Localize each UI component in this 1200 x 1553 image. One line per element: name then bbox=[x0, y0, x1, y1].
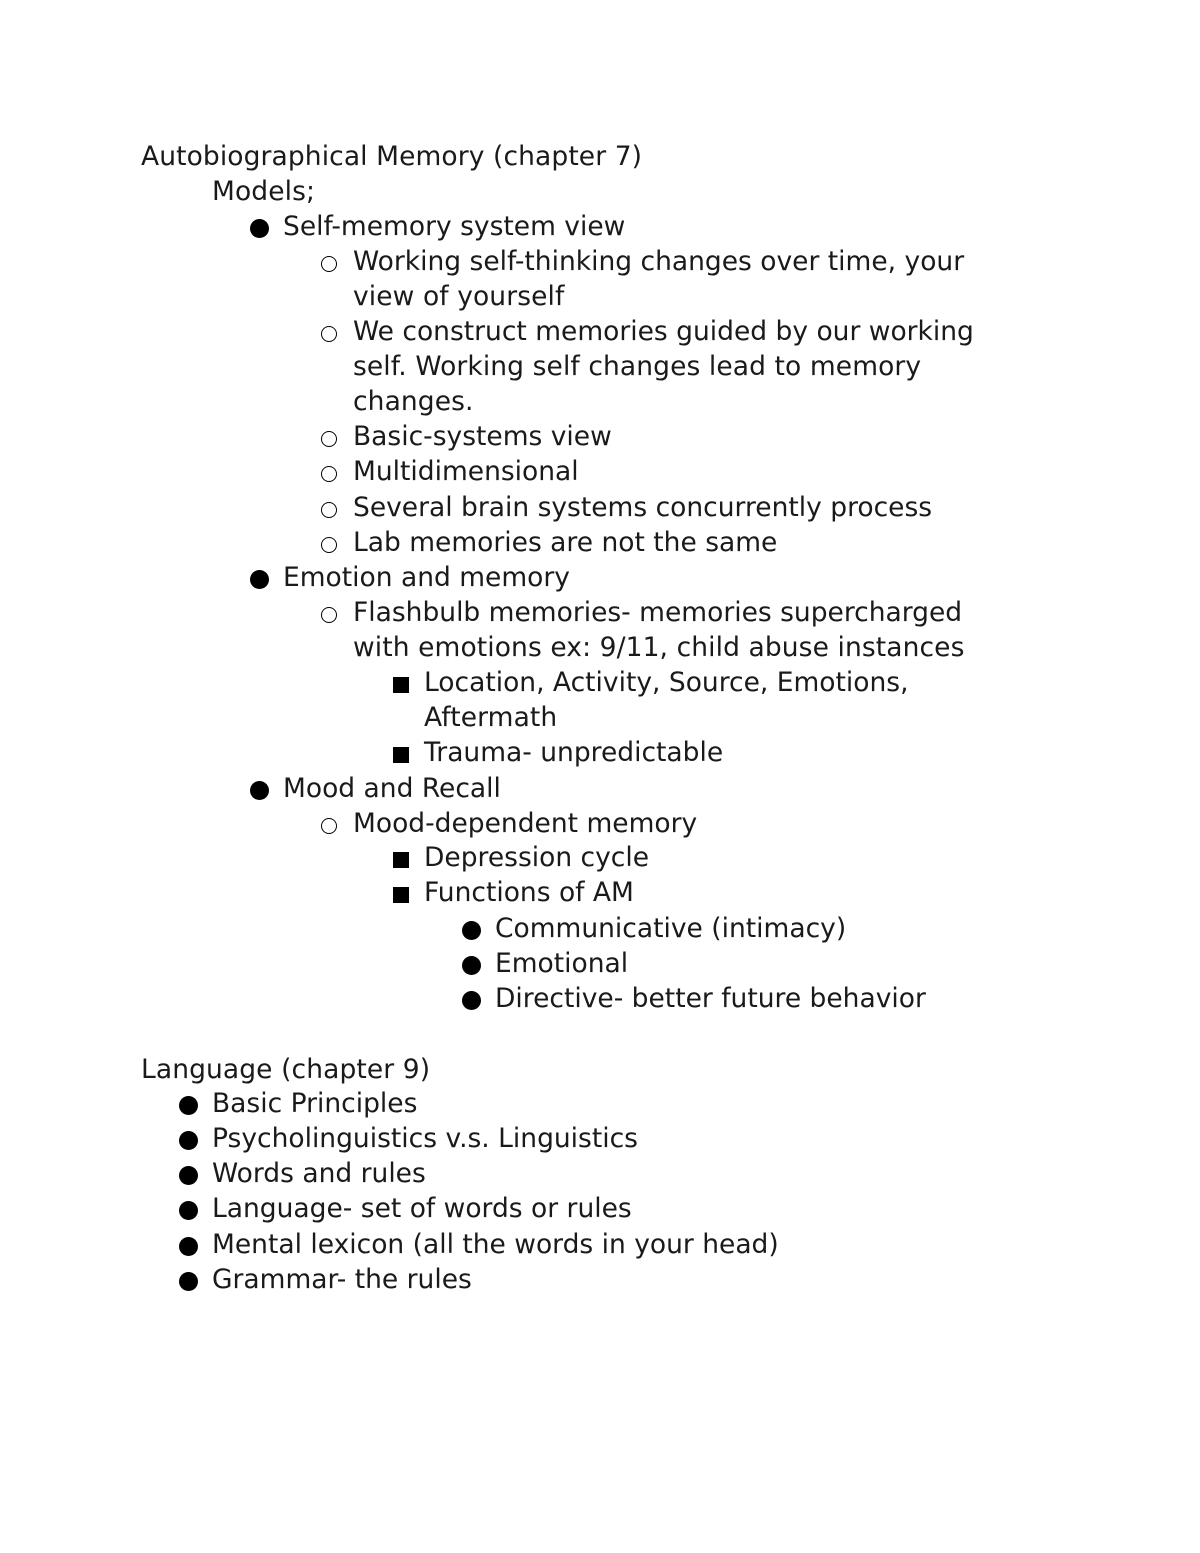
list-item-text: Emotion and memory bbox=[283, 562, 570, 593]
list-item-text: Lab memories are not the same bbox=[353, 527, 778, 558]
bullet-hollow-icon bbox=[318, 525, 342, 560]
list-item-text: Multidimensional bbox=[353, 456, 579, 487]
list-item-text: Self-memory system view bbox=[283, 211, 626, 242]
list-item-text: Emotional bbox=[495, 948, 629, 979]
bullet-hollow-icon bbox=[318, 419, 342, 454]
bullet-filled-icon bbox=[248, 209, 272, 244]
bullet-filled-icon bbox=[248, 771, 272, 806]
list-item-text: Language- set of words or rules bbox=[212, 1193, 632, 1224]
bullet-square-icon bbox=[390, 665, 414, 700]
list-item-text: Words and rules bbox=[212, 1158, 426, 1189]
bullet-square-icon bbox=[390, 735, 414, 770]
list-item-text: Basic Principles bbox=[212, 1088, 418, 1119]
bullet-hollow-icon bbox=[318, 595, 342, 630]
bullet-hollow-icon bbox=[318, 244, 342, 279]
list-item-text: Communicative (intimacy) bbox=[495, 913, 847, 944]
list-item-text: Directive- better future behavior bbox=[495, 983, 926, 1014]
list-item-text: Several brain systems concurrently process bbox=[353, 492, 933, 523]
bullet-hollow-icon bbox=[318, 454, 342, 489]
list-item-text: Basic-systems view bbox=[353, 421, 612, 452]
list-item-text: We construct memories guided by our working bbox=[353, 316, 974, 347]
list-item-text: Mood-dependent memory bbox=[353, 808, 698, 839]
list-item-text: Flashbulb memories- memories supercharged bbox=[353, 597, 963, 628]
list-item-continuation: view of yourself bbox=[353, 281, 565, 312]
list-item-text: Mental lexicon (all the words in your head) bbox=[212, 1229, 779, 1260]
section-heading-autobiographical-memory: Autobiographical Memory (chapter 7) bbox=[141, 141, 643, 172]
list-item-continuation: self. Working self changes lead to memory bbox=[353, 351, 922, 382]
list-item-text: Functions of AM bbox=[424, 877, 634, 908]
list-item-continuation: Aftermath bbox=[424, 702, 558, 733]
list-item-text: Working self-thinking changes over time, your bbox=[353, 246, 965, 277]
bullet-square-icon bbox=[390, 875, 414, 910]
bullet-square-icon bbox=[390, 840, 414, 875]
bullet-filled-icon bbox=[177, 1121, 201, 1156]
section-heading-language: Language (chapter 9) bbox=[141, 1054, 431, 1085]
bullet-filled-icon bbox=[177, 1262, 201, 1297]
bullet-hollow-icon bbox=[318, 806, 342, 841]
bullet-filled-icon bbox=[460, 946, 484, 981]
bullet-hollow-icon bbox=[318, 314, 342, 349]
list-item-text: Grammar- the rules bbox=[212, 1264, 472, 1295]
list-item-text: Psycholinguistics v.s. Linguistics bbox=[212, 1123, 638, 1154]
bullet-filled-icon bbox=[177, 1156, 201, 1191]
list-item-continuation: changes. bbox=[353, 386, 474, 417]
bullet-filled-icon bbox=[248, 560, 272, 595]
bullet-filled-icon bbox=[460, 981, 484, 1016]
list-item-text: Depression cycle bbox=[424, 842, 650, 873]
list-item-text: Location, Activity, Source, Emotions, bbox=[424, 667, 909, 698]
subheading-models: Models; bbox=[212, 176, 315, 207]
list-item-text: Trauma- unpredictable bbox=[424, 737, 724, 768]
list-item-continuation: with emotions ex: 9/11, child abuse instances bbox=[353, 632, 965, 663]
list-item-text: Mood and Recall bbox=[283, 773, 501, 804]
bullet-filled-icon bbox=[460, 911, 484, 946]
bullet-filled-icon bbox=[177, 1227, 201, 1262]
bullet-filled-icon bbox=[177, 1086, 201, 1121]
bullet-hollow-icon bbox=[318, 490, 342, 525]
bullet-filled-icon bbox=[177, 1191, 201, 1226]
